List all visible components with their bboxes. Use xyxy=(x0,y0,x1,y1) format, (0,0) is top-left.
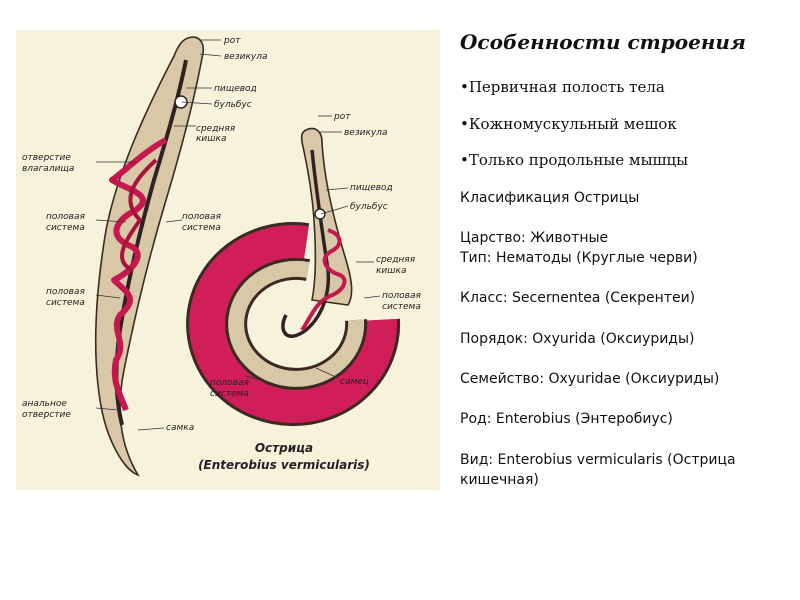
label-vezikula-right: везикула xyxy=(344,128,388,138)
label-srednyaya-right: средняя xyxy=(376,255,416,265)
genus-line: Род: Enterobius (Энтеробиус) xyxy=(460,411,673,428)
label-polovaya-a2: система xyxy=(46,223,85,233)
phylum-line: Тип: Нематоды (Круглые черви) xyxy=(460,250,698,267)
label-kishka-left: кишка xyxy=(196,134,227,144)
bullet-item: •Первичная полость тела xyxy=(460,78,665,96)
bullet-item: •Только продольные мышцы xyxy=(460,151,689,169)
classification-block xyxy=(460,188,790,491)
bullet-item: •Кожномускульный мешок xyxy=(460,114,677,133)
order-line: Порядок: Oxyurida (Оксиуриды) xyxy=(460,330,695,347)
label-pishevod-right: пищевод xyxy=(350,183,393,193)
label-polovaya-b2: система xyxy=(182,223,221,233)
label-polovaya-d1: половая xyxy=(382,291,421,301)
label-polovaya-e1: половая xyxy=(210,378,249,388)
label-polovaya-d2: система xyxy=(382,302,421,312)
label-polovaya-b1: половая xyxy=(182,212,221,222)
label-rot-left: рот xyxy=(224,36,241,46)
figure-caption-line1: Острица xyxy=(254,441,314,455)
label-analnoe-line1: анальное xyxy=(22,399,67,409)
classification-heading: Класификация Острицы xyxy=(460,189,640,206)
class-line: Класс: Secernentea (Секрентеи) xyxy=(460,290,696,307)
family-line: Семейство: Oxyuridae (Оксиуриды) xyxy=(460,370,720,387)
label-rot-right: рот xyxy=(334,112,351,122)
label-bulbus-left: бульбус xyxy=(214,100,252,110)
species-line: Вид: Enterobius vermicularis (Острица кишечная) xyxy=(460,451,736,488)
label-kishka-right: кишка xyxy=(376,266,407,276)
slide-title: Особенности строения xyxy=(460,30,746,54)
label-otverstie-line1: отверстие xyxy=(22,153,71,163)
label-polovaya-a1: половая xyxy=(46,212,85,222)
label-srednyaya-left: средняя xyxy=(196,124,236,134)
label-samec: самец xyxy=(340,377,369,387)
label-bulbus-right: бульбус xyxy=(350,202,388,212)
kingdom-line: Царство: Животные xyxy=(460,229,609,246)
label-polovaya-e2: система xyxy=(210,389,249,399)
label-samka: самка xyxy=(166,423,195,433)
label-analnoe-line2: отверстие xyxy=(22,410,71,420)
label-polovaya-c1: половая xyxy=(46,287,85,297)
label-vezikula-left: везикула xyxy=(224,52,268,62)
pinworm-illustration xyxy=(16,30,440,490)
male-bulbus xyxy=(315,209,325,219)
label-otverstie-line2: влагалища xyxy=(22,164,75,174)
figure-caption-line2: (Enterobius vermicularis) xyxy=(198,458,370,472)
label-pishevod-left: пищевод xyxy=(214,84,257,94)
text-panel xyxy=(460,30,790,510)
pinworm-drawing xyxy=(16,30,440,490)
label-polovaya-c2: система xyxy=(46,298,85,308)
